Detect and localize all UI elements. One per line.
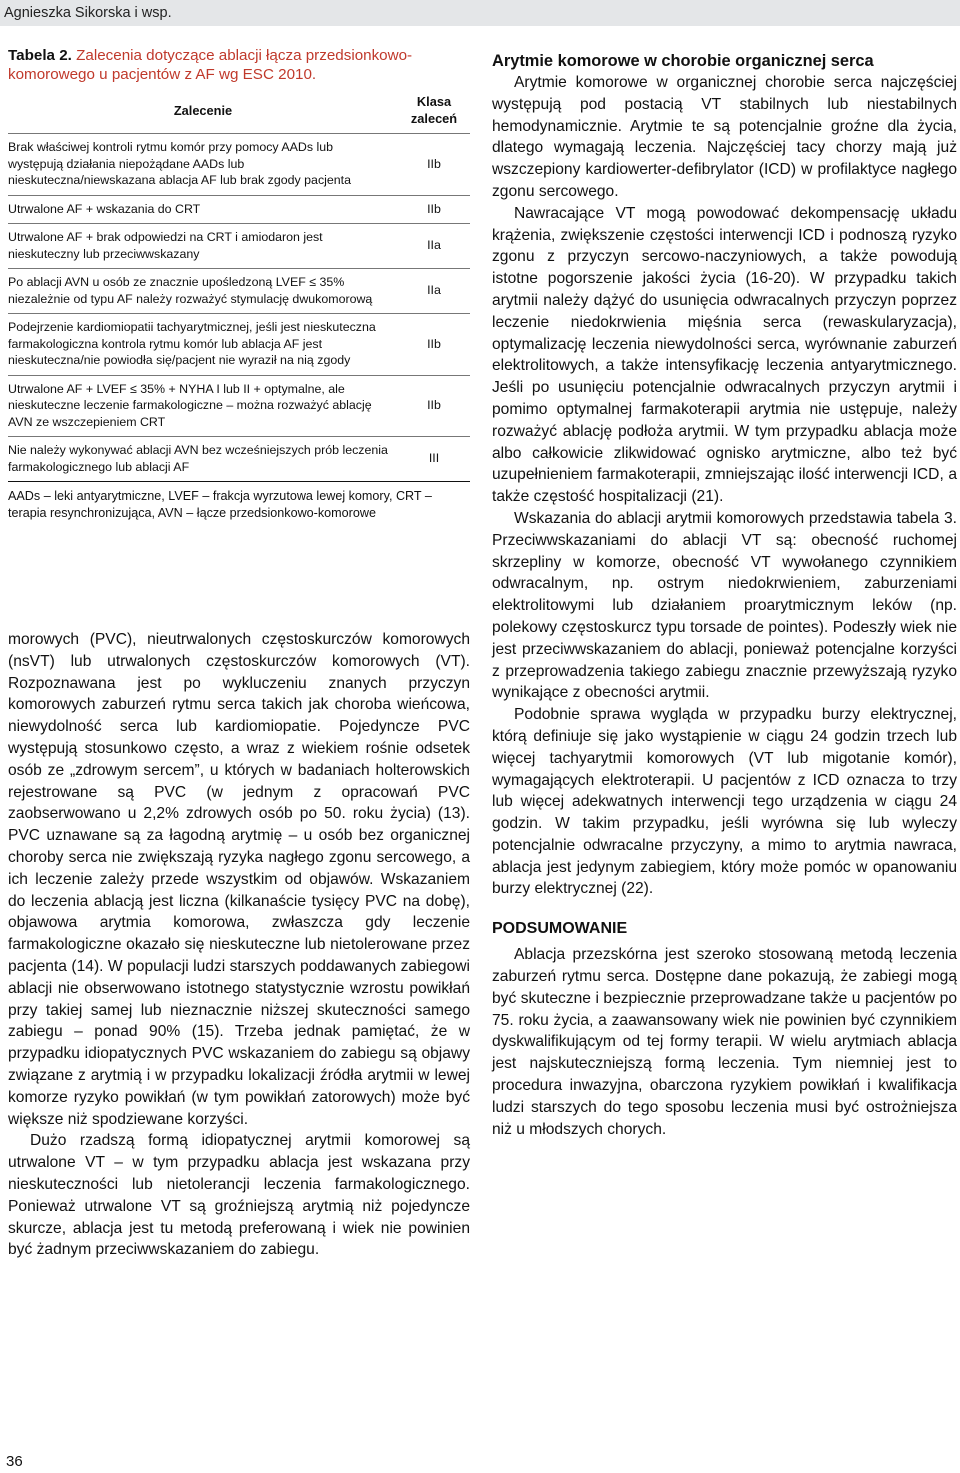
row-recommendation: Utrwalone AF + LVEF ≤ 35% + NYHA I lub II + optymalne, ale nieskuteczne leczenie farmakologiczne – można rozważyć ablację AVN ze wszczepieniem CRT (8, 375, 398, 437)
col-header-recommendation: Zalecenie (8, 90, 398, 134)
row-recommendation: Podejrzenie kardiomiopatii tachyarytmicznej, jeśli jest nieskuteczna farmakologiczna kontrola rytmu komór lub ablacja AF jest nieskuteczna/nie powiodła się/pacjent nie wyraził na nią zgody (8, 314, 398, 376)
summary-paragraph: Ablacja przezskórna jest szeroko stosowaną metodą leczenia zaburzeń rytmu serca. Dostępne dane pokazują, że zabiegi mogą być skuteczne i bezpiecznie przeprowadzane także u pacjentów po 75. roku życia, a zaawansowany wiek nie powinien być czynnikiem dyskwalifikującym od tej formy terapii. W wielu arytmiach ablacja jest najskuteczniejszą formą leczenia. Tym niemniej jest to procedura inwazyjna, obarczona ryzykiem powikłań i kwalifikacja ludzi starszych do tego sposobu leczenia musi być ostrożniejsza niż u młodszych chorych. (492, 946, 957, 1138)
col-header-class: Klasa zaleceń (398, 90, 470, 134)
row-class: III (398, 437, 470, 482)
table-row (8, 314, 470, 376)
table-row (8, 437, 470, 482)
table-caption (8, 46, 470, 84)
table-row (8, 224, 470, 269)
table-row (8, 134, 470, 196)
row-class: IIa (398, 224, 470, 269)
paragraph: morowych (PVC), nieutrwalonych częstoskurczów komorowych (nsVT) lub utrwalonych częstoskurczów komorowych (VT). Rozpoznawana jest po wykluczeniu znanych przyczyn komorowych zaburzeń rytmu serca takich jak choroba wieńcowa, niewydolność serca lub kardiomiopatie. Pojedyncze PVC występują stosunkowo często, a wraz z wiekiem rośnie odsetek osób ze „zdrowym sercem”, u których w badaniach holterowskich rejestrowane są PVC (w jednym z opracowań PVC zaobserwowano u 2,2% zdrowych osób po 50. roku życia) (13). PVC uznawane są za łagodną arytmię – u osób bez organicznej choroby serca nie zwiększają ryzyka nagłego zgonu sercowego, a ich leczenie zależy przede wszystkim od objawów. Wskazaniem do leczenia ablacją jest liczna (kilkanaście tysięcy PVC na dobę), objawowa arytmia komorowa, zwłaszcza gdy leczenie farmakologiczne okazało się nieskuteczne lub nietolerowane przez pacjenta (14). W populacji ludzi starszych poddawanych zabiegowi ablacji nie obserwowano istotnego statystycznie wzrostu powikłań przy takiej samej lub nieznacznie niższej skuteczności samego zabiegu – ponad 90% (15). Trzeba jednak pamiętać, że w przypadku idiopatycznych PVC wskazaniem do zabiegu są objawy związane z arytmią i w przypadku lokalizacji źródła arytmii w lewej komorze ryzyko powikłań (w tym powikłań zatorowych) może być większe niż spodziewane korzyści. (8, 631, 470, 1128)
table-row (8, 195, 470, 224)
row-class: IIb (398, 134, 470, 196)
section-heading: Arytmie komorowe w chorobie organicznej serca (492, 52, 874, 70)
row-recommendation: Po ablacji AVN u osób ze znacznie upośledzoną LVEF ≤ 35% niezależnie od typu AF należy rozważyć stymulację dwukomorową (8, 269, 398, 314)
table-row (8, 269, 470, 314)
row-recommendation: Brak właściwej kontroli rytmu komór przy pomocy AADs lub występują działania niepożądane AADs lub nieskuteczna/niewskazana ablacja AF lub brak zgody pacjenta (8, 134, 398, 196)
table-footnote: AADs – leki antyarytmiczne, LVEF – frakcja wyrzutowa lewej komory, CRT – terapia resynchronizująca, AVN – łącze przedsionkowo-komorowe (8, 489, 432, 520)
row-recommendation: Utrwalone AF + brak odpowiedzi na CRT i amiodaron jest nieskuteczny lub przeciwwskazany (8, 224, 398, 269)
table-caption-text: Zalecenia dotyczące ablacji łącza przedsionkowo-komorowego u pacjentów z AF wg ESC 2010. (8, 47, 413, 83)
row-recommendation: Nie należy wykonywać ablacji AVN bez wcześniejszych prób leczenia farmakologicznego lub ablacji AF (8, 437, 398, 482)
paragraph: Dużo rzadszą formą idiopatycznej arytmii komorowej są utrwalone VT – w tym przypadku ablacja jest wskazana przy nieskuteczności lub nietolerancji leczenia farmakologicznego. Ponieważ utrwalone VT są groźniejszą arytmią niż pojedyncze skurcze, ablacja jest tu metodą preferowaną i wiek nie powinien być żadnym przeciwwskazaniem do zabiegu. (8, 1132, 470, 1259)
right-column-body (492, 50, 957, 1140)
row-class: IIb (398, 314, 470, 376)
row-class: IIb (398, 375, 470, 437)
left-column-body (8, 629, 470, 1261)
table-label: Tabela 2. (8, 47, 72, 64)
table-row (8, 375, 470, 437)
row-recommendation: Utrwalone AF + wskazania do CRT (8, 195, 398, 224)
row-class: IIb (398, 195, 470, 224)
recommendations-table (8, 90, 470, 482)
summary-heading: PODSUMOWANIE (492, 920, 628, 938)
table-header-row (8, 90, 470, 134)
row-class: IIa (398, 269, 470, 314)
page-number: 36 (6, 1453, 23, 1470)
table-block (8, 46, 470, 522)
paragraph: Wskazania do ablacji arytmii komorowych przedstawia tabela 3. Przeciwwskazaniami do ablacji VT są: obecność ruchomej skrzepliny w komorze, obecność VT wywołanego czynnikiem odwracalnym, np. ostrym niedokrwieniem, zaburzeniami elektrolitowymi lub działaniem proarytmicznym leków (np. polekowy częstoskurcz typu torsade de pointes). Podeszły wiek nie jest przeciwwskazaniem do ablacji, ponieważ potencjalne korzyści z przeprowadzenia takiego zabiegu znacznie przewyższają ryzyko wynikające z obecności arytmii. (492, 509, 957, 702)
paragraph: Arytmie komorowe w organicznej chorobie serca najczęściej występują pod postacią VT stabilnych lub niestabilnych hemodynamicznie. Arytmie te są potencjalnie groźne dla życia, dlatego wymagają leczenia. Najczęściej tacy chorzy mają już wszczepiony kardiowerter-defibrylator (ICD) w profilaktyce nagłego zgonu sercowego. (492, 74, 957, 200)
running-head: Agnieszka Sikorska i wsp. (0, 0, 960, 26)
paragraph: Nawracające VT mogą powodować dekompensację układu krążenia, zwiększenie częstości interwencji ICD i podnoszą ryzyko zgonu z przyczyn sercowo-naczyniowych, a także powodują istotne pogorszenie jakości życia (16-20). W przypadku takich arytmii należy dążyć do usunięcia odwracalnych przyczyn poprzez leczenie niedokrwienia mięśnia serca (rewaskularyzacja), optymalizację leczenia niewydolności serca, wyrównanie zaburzeń elektrolitowych, a także intensyfikację leczenia antyarytmicznego. Jeśli po usunięciu potencjalnie odwracalnych przyczyn arytmii i pomimo optymalnej farmakoterapii arytmia nie ustępuje, należy rozważyć ablację podłoża arytmii. W tym przypadku ablacja może albo całkowicie zlikwidować ognisko arytmiczne, albo też być uzupełnieniem farmakoterapii, zmniejszając ilość interwencji ICD, a także częstość hospitalizacji (21). (492, 204, 957, 506)
paragraph: Podobnie sprawa wygląda w przypadku burzy elektrycznej, którą definiuje się jako wystąpienie w ciągu 24 godzin trzech lub więcej tachyarytmii komorowych (VT lub migotanie komór), wymagających elektroterapii. U pacjentów z ICD oznacza to trzy lub więcej adekwatnych interwencji tego urządzenia w ciągu 24 godzin. W takim przypadku, jeśli wyrówna się lub wyleczy potencjalnie odwracalne przyczyny, a mimo to arytmia nawraca, ablacja jest jedynym zabiegiem, który może pomóc w opanowaniu burzy elektrycznej (22). (492, 706, 957, 898)
